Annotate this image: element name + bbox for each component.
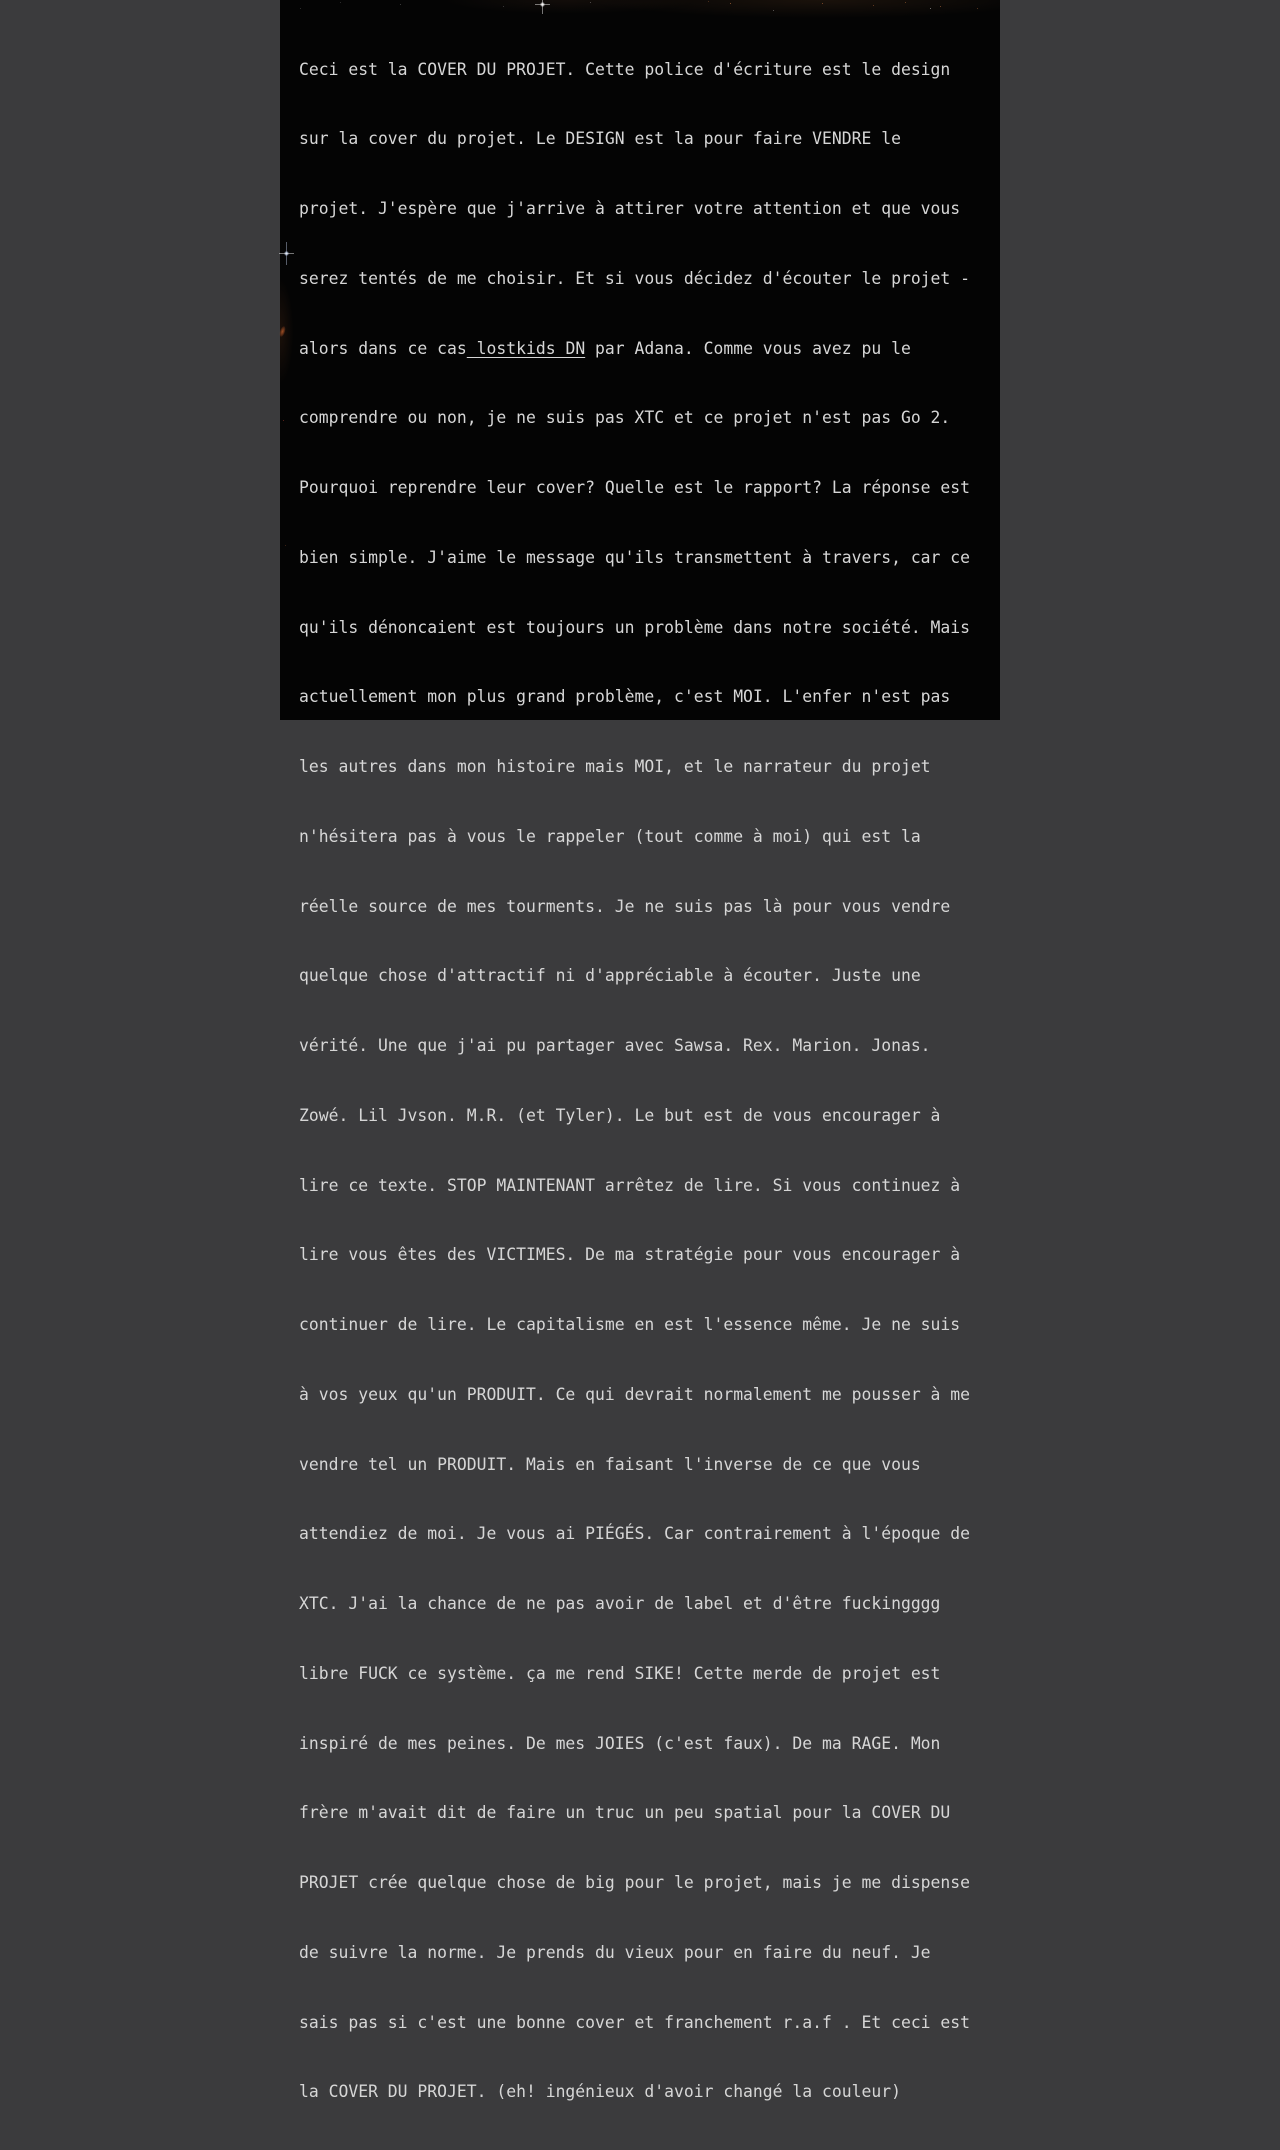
bright-star-left [284, 251, 289, 256]
cover-text-line: lire vous êtes des VICTIMES. De ma stratégie pour vous encourager à [299, 1245, 961, 1265]
cover-text-line: PROJET crée quelque chose de big pour le projet, mais je me dispense [299, 1873, 971, 1892]
cover-text-line: les autres dans mon histoire mais MOI, et le narrateur du projet [299, 757, 931, 776]
cover-text-segment: par Adana. Comme vous avez pu le [585, 338, 911, 358]
cover-text-line: qu'ils dénoncaient est toujours un problème dans notre société. Mais [299, 617, 971, 637]
cover-text-line: projet. J'espère que j'arrive à attirer votre attention et que vous [299, 199, 961, 218]
cover-text-line: frère m'avait dit de faire un truc un peu spatial pour la COVER DU [299, 1803, 951, 1823]
cover-text-line: lire ce texte. STOP MAINTENANT arrêtez de lire. Si vous continuez à [299, 1175, 961, 1195]
cover-text-line: bien simple. J'aime le message qu'ils transmettent à travers, car ce [299, 547, 971, 567]
cover-text-line: réelle source de mes tourments. Je ne suis pas là pour vous vendre [299, 896, 951, 916]
cover-text-line: vérité. Une que j'ai pu partager avec Sawsa. Rex. Marion. Jonas. [299, 1036, 931, 1055]
cover-text-line: Ceci est la COVER DU PROJET. Cette police d'écriture est le design [299, 59, 951, 79]
cover-text-line: actuellement mon plus grand problème, c'est MOI. L'enfer n'est pas [299, 687, 951, 707]
cover-text-line: sais pas si c'est une bonne cover et franchement r.a.f . Et ceci est [299, 2012, 971, 2032]
bright-star-top [540, 2, 545, 7]
cover-text-line: serez tentés de me choisir. Et si vous décidez d'écouter le projet - [299, 268, 971, 288]
album-cover-art [280, 0, 1000, 2102]
underlined-project-title: lostkids DN [466, 338, 586, 358]
cover-text-block [299, 11, 985, 2150]
cover-text-line: attendiez de moi. Je vous ai PIÉGÉS. Car contrairement à l'époque de [299, 1524, 971, 1544]
cover-text-line: libre FUCK ce système. ça me rend SIKE! Cette merde de projet est [299, 1663, 941, 1683]
cover-text-line [299, 337, 985, 360]
cover-text-line: continuer de lire. Le capitalisme en est l'essence même. Je ne suis [299, 1315, 961, 1334]
cover-text-line: la COVER DU PROJET. (eh! ingénieux d'avoir changé la couleur) [299, 2082, 901, 2102]
cover-text-segment: alors dans ce cas [299, 338, 467, 358]
cover-text-line: Pourquoi reprendre leur cover? Quelle est le rapport? La réponse est [299, 478, 971, 497]
letterbox-right-bar [1000, 0, 1280, 720]
starfield-specks [280, 0, 281, 1]
cover-text-line: Zowé. Lil Jvson. M.R. (et Tyler). Le but est de vous encourager à [299, 1105, 941, 1125]
letterbox-left-bar [0, 0, 280, 720]
cover-text-line: n'hésitera pas à vous le rappeler (tout comme à moi) qui est la [299, 826, 921, 846]
cover-text-line: comprendre ou non, je ne suis pas XTC et ce projet n'est pas Go 2. [299, 408, 951, 428]
cover-text-line: à vos yeux qu'un PRODUIT. Ce qui devrait normalement me pousser à me [299, 1384, 971, 1404]
cover-text-line: quelque chose d'attractif ni d'appréciable à écouter. Juste une [299, 966, 921, 986]
cover-text-line: vendre tel un PRODUIT. Mais en faisant l'inverse de ce que vous [299, 1454, 921, 1474]
cover-text-line: sur la cover du projet. Le DESIGN est la pour faire VENDRE le [299, 129, 901, 149]
cover-text-line: de suivre la norme. Je prends du vieux pour en faire du neuf. Je [299, 1942, 931, 1962]
cover-text-line: inspiré de mes peines. De mes JOIES (c'est faux). De ma RAGE. Mon [299, 1733, 941, 1753]
cover-text-line: XTC. J'ai la chance de ne pas avoir de label et d'être fuckingggg [299, 1594, 941, 1613]
galaxy-speck [278, 325, 286, 337]
